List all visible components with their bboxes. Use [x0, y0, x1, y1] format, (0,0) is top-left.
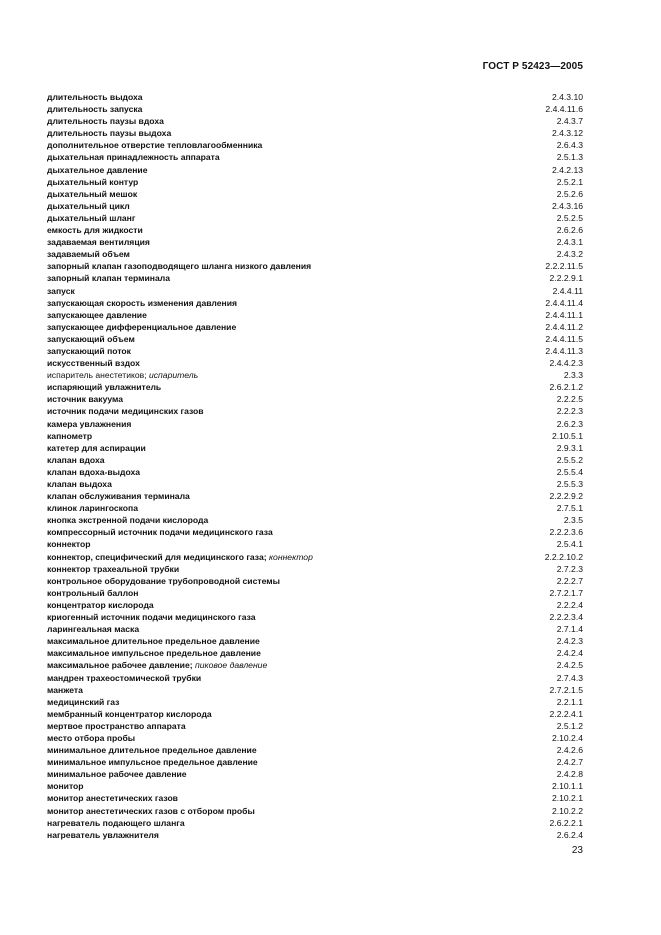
index-entry [47, 635, 583, 647]
index-entry [47, 260, 583, 272]
index-entry [47, 91, 583, 103]
term-text: дыхательный контур [47, 176, 139, 187]
clause-reference: 2.2.1.1 [556, 696, 583, 707]
index-entry [47, 623, 583, 635]
term-text: запускающая скорость изменения давления [47, 297, 238, 308]
clause-reference: 2.7.4.3 [556, 672, 583, 683]
index-entry [47, 127, 583, 139]
term-text: ларингеальная маска [47, 624, 140, 635]
index-entry [47, 454, 583, 466]
term-text: испаряющий увлажнитель [47, 382, 162, 393]
index-entry [47, 659, 583, 671]
clause-reference: 2.4.4.11.4 [545, 297, 583, 308]
clause-reference: 2.10.2.2 [551, 805, 583, 816]
index-term [47, 381, 161, 393]
index-entry [47, 672, 583, 684]
term-text: контрольный баллон [47, 587, 139, 598]
index-entry [47, 780, 583, 792]
clause-reference: 2.2.2.3 [556, 406, 583, 417]
index-entry [47, 744, 583, 756]
index-entry [47, 575, 583, 587]
index-term [47, 236, 150, 248]
index-entry [47, 792, 583, 804]
index-entry [47, 151, 583, 163]
term-text: длительность выдоха [47, 92, 143, 102]
term-text: искусственный вздох [47, 358, 140, 369]
index-entry [47, 285, 583, 297]
index-term [47, 103, 142, 115]
index-entry [47, 418, 583, 430]
term-text: клапан вдоха-выдоха [47, 466, 141, 477]
clause-reference: 2.5.1.2 [556, 720, 583, 731]
index-term [47, 188, 137, 200]
term-text: камера увлажнения [47, 418, 132, 429]
clause-reference: 2.2.2.5 [556, 394, 583, 405]
index-term [47, 393, 123, 405]
index-entry [47, 115, 583, 127]
clause-reference: 2.7.1.4 [556, 624, 583, 635]
clause-reference: 2.5.2.6 [556, 188, 583, 199]
index-term [47, 792, 178, 804]
index-entry [47, 514, 583, 526]
index-entry [47, 720, 583, 732]
index-term [47, 659, 267, 671]
index-entry [47, 345, 583, 357]
term-text: коннектор [47, 539, 91, 550]
index-term [47, 127, 171, 139]
term-text: нагреватель увлажнителя [47, 829, 159, 840]
term-text: клапан вдоха [47, 454, 105, 465]
index-term [47, 345, 131, 357]
clause-reference: 2.2.2.9.2 [549, 491, 583, 502]
index-term [47, 502, 138, 514]
index-term [47, 514, 208, 526]
index-term [47, 454, 105, 466]
index-term [47, 357, 140, 369]
term-text: емкость для жидкости [47, 225, 143, 236]
index-term [47, 321, 236, 333]
index-term [47, 369, 198, 381]
index-term [47, 756, 258, 768]
clause-reference: 2.4.3.16 [551, 200, 583, 211]
index-entry [47, 563, 583, 575]
index-term [47, 805, 255, 817]
clause-reference: 2.4.4.2.3 [549, 358, 583, 369]
index-entry [47, 200, 583, 212]
term-text: длительность запуска [47, 104, 143, 115]
term-text: дыхательный цикл [47, 200, 130, 211]
index-term [47, 599, 154, 611]
clause-reference: 2.4.4.11.2 [545, 321, 583, 332]
index-entry [47, 393, 583, 405]
clause-reference: 2.4.2.3 [556, 636, 583, 647]
term-text: максимальное длительное предельное давление [47, 636, 260, 647]
index-term [47, 405, 204, 417]
term-text: место отбора пробы [47, 732, 136, 743]
index-term [47, 139, 262, 151]
clause-reference: 2.7.2.1.5 [549, 684, 583, 695]
clause-reference: 2.4.2.6 [556, 745, 583, 756]
index-entry [47, 188, 583, 200]
clause-reference: 2.2.2.4.1 [549, 708, 583, 719]
index-entry [47, 236, 583, 248]
index-term [47, 200, 130, 212]
index-term [47, 478, 112, 490]
clause-reference: 2.4.4.11.6 [545, 104, 583, 115]
term-text: запускающее давление [47, 309, 147, 320]
index-entry [47, 248, 583, 260]
clause-reference: 2.6.2.6 [556, 225, 583, 236]
index-term [47, 647, 261, 659]
index-entry [47, 357, 583, 369]
index-term [47, 151, 220, 163]
index-entry [47, 297, 583, 309]
standard-designation: ГОСТ Р 52423—2005 [482, 61, 583, 72]
clause-reference: 2.7.5.1 [556, 503, 583, 514]
term-text: капнометр [47, 430, 93, 441]
term-text: монитор [47, 781, 84, 792]
clause-reference: 2.4.2.5 [556, 660, 583, 671]
index-term [47, 829, 159, 841]
index-term [47, 768, 187, 780]
index-entry [47, 381, 583, 393]
index-term [47, 744, 257, 756]
term-text: дыхательная принадлежность аппарата [47, 152, 220, 163]
index-term [47, 720, 186, 732]
term-text: клапан выдоха [47, 479, 112, 489]
index-term [47, 418, 131, 430]
term-text: максимальное импульсное предельное давление [47, 648, 261, 659]
index-term [47, 635, 260, 647]
term-text: запуск [47, 285, 75, 296]
index-entry [47, 611, 583, 623]
term-text: катетер для аспирации [47, 442, 146, 453]
term-text: длительность паузы вдоха [47, 116, 164, 127]
term-text: мертвое пространство аппарата [47, 720, 186, 731]
index-entry [47, 732, 583, 744]
term-text: длительность паузы выдоха [47, 128, 172, 139]
index-entry [47, 829, 583, 841]
index-entry [47, 587, 583, 599]
clause-reference: 2.6.2.2.1 [549, 817, 583, 828]
clause-reference: 2.7.2.1.7 [549, 587, 583, 598]
term-text: кнопка экстренной подачи кислорода [47, 515, 209, 526]
clause-reference: 2.7.2.3 [556, 563, 583, 574]
index-entry [47, 684, 583, 696]
term-text: дыхательное давление [47, 164, 148, 175]
index-term [47, 684, 83, 696]
index-term [47, 272, 170, 284]
term-text: концентратор кислорода [47, 599, 154, 610]
index-entry [47, 369, 583, 381]
index-entry [47, 224, 583, 236]
clause-reference: 2.10.2.1 [551, 793, 583, 804]
clause-reference: 2.6.4.3 [556, 140, 583, 151]
index-entry [47, 321, 583, 333]
clause-reference: 2.2.2.10.2 [544, 551, 583, 562]
clause-reference: 2.5.4.1 [556, 539, 583, 550]
index-entry [47, 756, 583, 768]
index-entry [47, 768, 583, 780]
clause-reference: 2.2.2.3.6 [549, 527, 583, 538]
index-entry [47, 817, 583, 829]
clause-reference: 2.3.5 [563, 515, 583, 526]
term-text: контрольное оборудование трубопроводной системы [47, 575, 280, 586]
index-term [47, 696, 119, 708]
index-entry [47, 333, 583, 345]
term-text: запускающий поток [47, 345, 131, 356]
clause-reference: 2.4.4.11.5 [545, 333, 583, 344]
index-entry [47, 430, 583, 442]
index-term [47, 91, 143, 103]
term-text: криогенный источник подачи медицинского газа [47, 612, 256, 623]
clause-reference: 2.2.2.3.4 [549, 612, 583, 623]
clause-reference: 2.4.3.10 [551, 92, 583, 102]
term-synonym: коннектор [269, 551, 313, 562]
index-entry [47, 551, 583, 563]
index-term [47, 285, 75, 297]
index-entry [47, 405, 583, 417]
term-text: минимальное импульсное предельное давление [47, 757, 258, 768]
term-text: монитор анестетических газов с отбором пробы [47, 805, 255, 816]
term-text: медицинский газ [47, 696, 120, 707]
term-text: задаваемая вентиляция [47, 237, 150, 248]
clause-reference: 2.2.2.9.1 [549, 273, 583, 284]
term-text: монитор анестетических газов [47, 793, 178, 804]
clause-reference: 2.6.2.3 [556, 418, 583, 429]
clause-reference: 2.4.2.4 [556, 648, 583, 659]
term-text: запорный клапан газоподводящего шланга низкого давления [47, 261, 312, 272]
term-text: мембранный концентратор кислорода [47, 708, 212, 719]
term-text: дыхательный шланг [47, 212, 136, 223]
term-text: задаваемый объем [47, 249, 130, 260]
term-text: минимальное рабочее давление [47, 769, 187, 780]
index-term [47, 817, 185, 829]
clause-reference: 2.4.4.11.3 [545, 345, 583, 356]
term-text: источник вакуума [47, 394, 124, 405]
index-term [47, 297, 237, 309]
term-text: коннектор трахеальной трубки [47, 563, 180, 574]
clause-reference: 2.5.2.5 [556, 212, 583, 223]
clause-reference: 2.4.3.7 [556, 116, 583, 127]
index-term [47, 466, 140, 478]
index-term [47, 260, 311, 272]
clause-reference: 2.4.4.11.1 [545, 309, 583, 320]
index-term [47, 732, 135, 744]
index-term [47, 538, 91, 550]
term-text: мандрен трахеостомической трубки [47, 672, 202, 683]
index-term [47, 780, 84, 792]
index-term [47, 442, 146, 454]
index-term [47, 490, 190, 502]
index-entry [47, 502, 583, 514]
clause-reference: 2.2.2.4 [556, 599, 583, 610]
alphabetical-term-index [47, 91, 583, 841]
term-synonym: испаритель [148, 370, 199, 381]
clause-reference: 2.10.2.4 [551, 732, 583, 743]
term-text: клинок ларингоскопа [47, 503, 139, 514]
clause-reference: 2.6.2.4 [556, 829, 583, 840]
index-entry [47, 490, 583, 502]
clause-reference: 2.4.3.1 [556, 237, 583, 248]
term-text: клапан обслуживания терминала [47, 491, 190, 502]
term-text: дополнительное отверстие тепловлагообменника [47, 140, 263, 151]
index-term [47, 526, 273, 538]
term-text: манжета [47, 684, 83, 695]
index-term [47, 551, 313, 563]
index-term [47, 164, 147, 176]
index-entry [47, 696, 583, 708]
document-header [420, 61, 583, 72]
clause-reference: 2.4.2.7 [556, 757, 583, 768]
index-entry [47, 309, 583, 321]
clause-reference: 2.5.5.4 [556, 466, 583, 477]
index-entry [47, 442, 583, 454]
index-term [47, 212, 135, 224]
index-term [47, 430, 92, 442]
term-text: нагреватель подающего шланга [47, 817, 185, 828]
clause-reference: 2.3.3 [563, 370, 583, 381]
index-term [47, 611, 256, 623]
index-entry [47, 272, 583, 284]
clause-reference: 2.4.3.2 [556, 249, 583, 260]
clause-reference: 2.10.1.1 [551, 781, 583, 792]
index-term [47, 248, 130, 260]
index-entry [47, 176, 583, 188]
index-entry [47, 538, 583, 550]
index-term [47, 115, 164, 127]
index-term [47, 333, 135, 345]
index-term [47, 672, 201, 684]
clause-reference: 2.4.3.12 [551, 128, 583, 139]
clause-reference: 2.4.4.11 [552, 285, 583, 296]
clause-reference: 2.4.2.8 [556, 769, 583, 780]
clause-reference: 2.10.5.1 [551, 430, 583, 441]
index-entry [47, 139, 583, 151]
term-text: испаритель анестетиков; [47, 370, 147, 381]
term-text: запускающий объем [47, 333, 135, 344]
index-term [47, 309, 147, 321]
index-entry [47, 103, 583, 115]
term-text: максимальное рабочее давление; [47, 660, 193, 671]
term-text: коннектор, специфический для медицинского газа; [47, 551, 267, 562]
index-entry [47, 526, 583, 538]
page-number: 23 [571, 845, 583, 856]
term-text: дыхательный мешок [47, 188, 138, 199]
index-term [47, 224, 143, 236]
index-term [47, 563, 179, 575]
index-term [47, 708, 212, 720]
index-entry [47, 805, 583, 817]
clause-reference: 2.2.2.11.5 [545, 261, 583, 272]
index-entry [47, 164, 583, 176]
term-text: источник подачи медицинских газов [47, 406, 204, 417]
term-text: запорный клапан терминала [47, 273, 170, 284]
term-text: запускающее дифференциальное давление [47, 321, 237, 332]
index-term [47, 575, 280, 587]
index-term [47, 623, 139, 635]
clause-reference: 2.2.2.7 [556, 575, 583, 586]
index-entry [47, 478, 583, 490]
index-entry [47, 466, 583, 478]
clause-reference: 2.4.2.13 [551, 164, 583, 175]
clause-reference: 2.5.2.1 [556, 176, 583, 187]
term-text: минимальное длительное предельное давление [47, 745, 257, 756]
clause-reference: 2.6.2.1.2 [549, 382, 583, 393]
index-entry [47, 212, 583, 224]
index-entry [47, 708, 583, 720]
clause-reference: 2.5.5.2 [556, 454, 583, 465]
index-term [47, 176, 138, 188]
clause-reference: 2.9.3.1 [556, 442, 583, 453]
index-entry [47, 647, 583, 659]
clause-reference: 2.5.5.3 [556, 479, 583, 489]
term-synonym: пиковое давление [195, 660, 268, 671]
clause-reference: 2.5.1.3 [556, 152, 583, 163]
index-term [47, 587, 138, 599]
index-entry [47, 599, 583, 611]
term-text: компрессорный источник подачи медицинского газа [47, 527, 273, 538]
